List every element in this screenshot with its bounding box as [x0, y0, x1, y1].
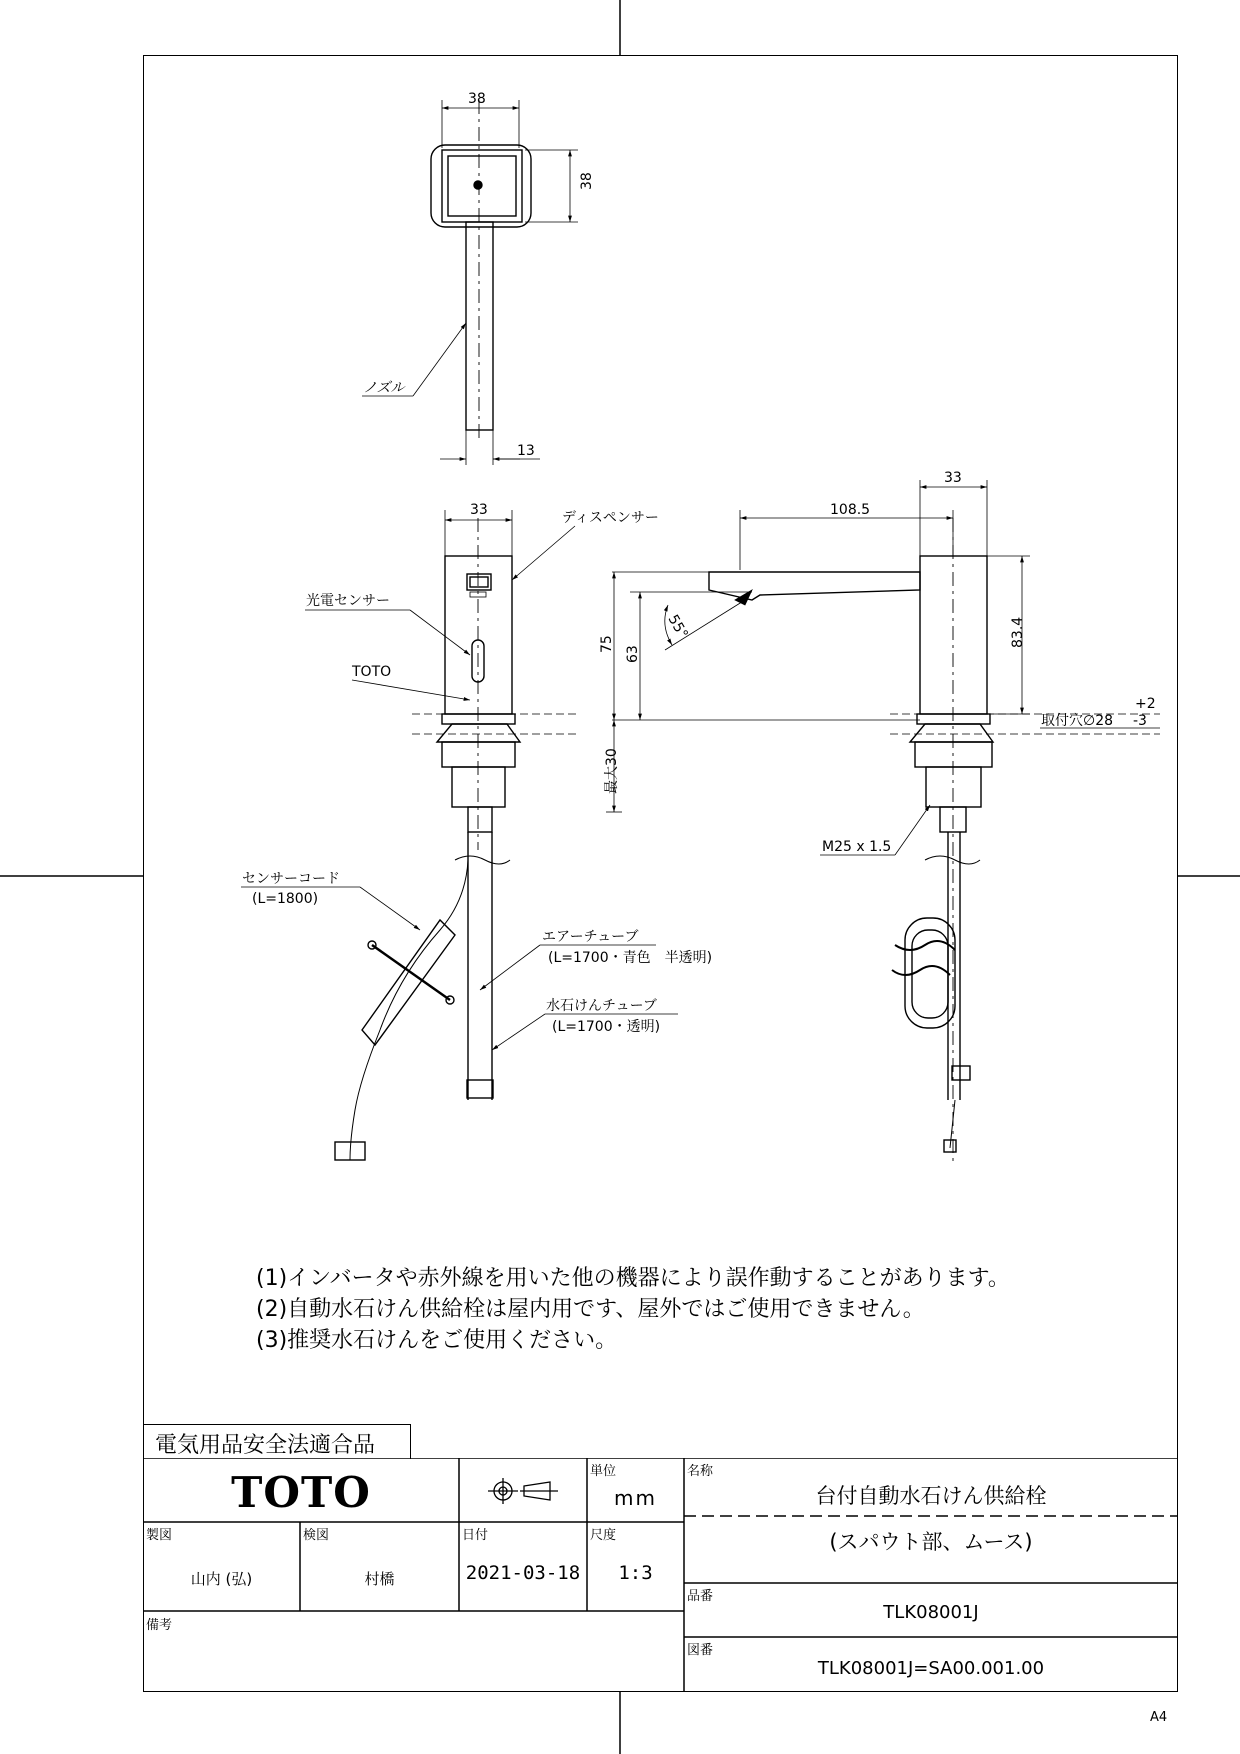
unit-value: mm — [614, 1486, 657, 1510]
dim-hole-tol-minus: -3 — [1133, 713, 1147, 729]
dim-spout-length: 108.5 — [830, 502, 871, 518]
scale-label: 尺度 — [590, 1528, 617, 1543]
note-item: (1)インバータや赤外線を用いた他の機器により誤作動することがあります。 — [256, 1266, 1010, 1291]
part-no: TLK08001J — [883, 1602, 979, 1623]
dim-height-75: 75 — [599, 635, 615, 653]
date-label: 日付 — [462, 1528, 489, 1543]
side-view — [606, 480, 1160, 1165]
dim-angle: 55° — [664, 612, 691, 642]
dim-top-height: 38 — [579, 172, 595, 190]
dim-hole-tol-plus: +2 — [1135, 696, 1156, 712]
dim-top-width: 38 — [468, 91, 486, 107]
label-dispenser: ディスペンサー — [562, 510, 659, 526]
label-soap-tube-spec: (L=1700・透明) — [552, 1019, 661, 1035]
title-block — [143, 1458, 1178, 1692]
dim-side-width: 33 — [944, 470, 962, 486]
part-no-label: 品番 — [687, 1589, 714, 1604]
checked-by: 村橋 — [364, 1570, 395, 1588]
toto-logo: TOTO — [231, 1468, 371, 1517]
projection-symbol-icon — [488, 1476, 558, 1506]
label-nozzle: ノズル — [363, 380, 405, 396]
checked-label: 検図 — [303, 1528, 330, 1543]
label-soap-tube: 水石けんチューブ — [546, 998, 657, 1014]
dim-nozzle-width: 13 — [517, 443, 535, 459]
remarks-label: 備考 — [146, 1618, 173, 1633]
label-air-tube-spec: (L=1700・青色 半透明) — [548, 950, 713, 966]
paper-size: A4 — [1150, 1710, 1168, 1725]
drawn-label: 製図 — [146, 1528, 173, 1543]
label-air-tube: エアーチューブ — [542, 929, 639, 945]
dim-thread: M25 x 1.5 — [822, 839, 892, 855]
dim-front-width: 33 — [470, 502, 488, 518]
note-item: (2)自動水石けん供給栓は屋内用です、屋外ではご使用できません。 — [256, 1297, 925, 1322]
compliance-label: 電気用品安全法適合品 — [143, 1424, 411, 1459]
label-sensor-cord-length: (L=1800) — [252, 891, 319, 907]
dim-height-83-4: 83.4 — [1010, 616, 1026, 648]
name-label: 名称 — [687, 1464, 714, 1479]
label-toto: TOTO — [352, 664, 392, 680]
date-value: 2021-03-18 — [465, 1562, 581, 1584]
product-name-sub: (スパウト部、ムース) — [829, 1530, 1033, 1554]
drawn-by: 山内 (弘) — [190, 1570, 253, 1588]
label-sensor: 光電センサー — [306, 593, 390, 609]
top-view — [362, 100, 578, 465]
scale-value: 1:3 — [618, 1562, 653, 1584]
dim-height-63: 63 — [625, 645, 641, 663]
notes — [256, 1263, 1010, 1356]
drawing-no-label: 図番 — [687, 1643, 714, 1658]
label-sensor-cord: センサーコード — [242, 871, 340, 887]
drawing-no: TLK08001J=SA00.001.00 — [817, 1658, 1045, 1679]
dim-max-30: 最大30 — [604, 748, 620, 794]
product-name: 台付自動水石けん供給栓 — [815, 1484, 1047, 1508]
unit-label: 単位 — [590, 1464, 617, 1479]
note-item: (3)推奨水石けんをご使用ください。 — [256, 1328, 618, 1353]
dim-hole: 取付穴∅28 — [1041, 713, 1114, 729]
